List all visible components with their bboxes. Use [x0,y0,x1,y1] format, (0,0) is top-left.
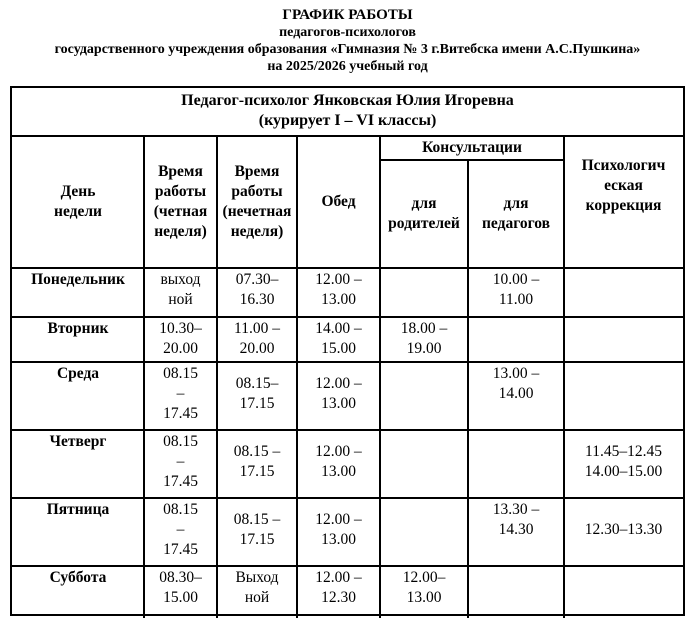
col-even-week-line: неделя) [154,223,207,240]
col-teachers-line: для [503,195,529,212]
even-week-cell [144,362,217,430]
correction-cell [564,268,683,317]
col-consultations [380,136,564,160]
teachers-cell [468,498,564,566]
teachers-cell [468,317,564,362]
parents-cell-line: 13.00 [406,589,442,606]
teachers-cell [468,566,564,618]
curates-note [12,110,683,134]
even-week-cell-line: 08.15 [163,501,198,518]
parents-cell [380,268,468,317]
grid-line [296,136,298,618]
odd-week-cell [217,566,297,618]
grid-line [12,267,683,269]
academic-year: на 2025/2026 учебный год [267,59,428,74]
lunch-cell-line: 12.00 – [315,271,362,288]
lunch-cell-line: 12.30 [321,589,356,606]
odd-week-cell [217,498,297,566]
odd-week-cell-line: 17.15 [239,531,275,548]
day-cell-line: Пятница [46,501,110,518]
odd-week-cell [217,268,297,317]
odd-week-cell-line: 11.00 – [234,320,280,337]
col-even-week [144,136,217,268]
even-week-cell-line: 08.15 [163,365,198,382]
even-week-cell-line: – [176,453,185,470]
even-week-cell-line: 08.15 [163,433,198,450]
grid-line [563,136,565,618]
schedule-table [10,86,685,616]
even-week-cell [144,566,217,618]
day-cell [12,566,144,618]
col-day-line: День [60,183,96,200]
lunch-cell [297,430,380,498]
odd-week-cell-line: 08.15 – [233,443,281,460]
teachers-cell-line: 13.30 – [492,501,540,518]
col-correction-line: еская [604,177,643,194]
lunch-cell-line: 12.00 – [315,443,362,460]
lunch-cell-line: 13.00 [321,531,356,548]
correction-cell [564,317,683,362]
curates-note-line: (курирует I – VI классы) [258,112,437,129]
person-name [12,88,683,112]
lunch-cell-line: 14.00 – [315,320,362,337]
col-correction [564,136,683,268]
lunch-cell-line: 15.00 [321,340,356,357]
correction-cell-line: 11.45–12.45 [585,443,662,460]
teachers-cell-line: 14.30 [498,521,534,538]
col-odd-week-line: работы [231,183,283,200]
col-odd-week [217,136,297,268]
col-even-week-line: (четная [153,203,208,220]
col-consultations-line: Консультации [422,139,522,156]
parents-cell [380,566,468,618]
col-odd-week-line: Время [234,163,280,180]
lunch-cell [297,317,380,362]
person-name-line: Педагог-психолог Янковская Юлия Игоревна [181,92,514,109]
grid-line [12,316,683,318]
teachers-cell-line: 13.00 – [492,365,540,382]
teachers-cell-line: 11.00 [498,291,534,308]
teachers-cell [468,268,564,317]
even-week-cell-line: 10.30– [159,320,202,337]
grid-line [12,565,683,567]
col-parents-line: для [411,195,437,212]
document-title: ГРАФИК РАБОТЫ [282,7,413,23]
col-day-line: недели [54,203,102,220]
grid-line [12,497,683,499]
grid-line [216,136,218,618]
col-parents-line: родителей [388,215,460,232]
col-even-week-line: работы [154,183,207,200]
col-even-week-line: Время [158,163,203,180]
lunch-cell-line: 12.00 – [315,569,362,586]
odd-week-cell-line: 08.15– [235,375,279,392]
grid-line [143,136,145,618]
parents-cell [380,430,468,498]
odd-week-cell-line: 07.30– [235,271,279,288]
correction-cell [564,430,683,498]
col-parents [380,160,468,268]
even-week-cell-line: ной [168,291,193,308]
odd-week-cell [217,362,297,430]
grid-line [12,361,683,363]
col-teachers [468,160,564,268]
even-week-cell [144,317,217,362]
grid-line [380,159,564,161]
day-cell-line: Среда [56,365,100,382]
lunch-cell-line: 13.00 [321,395,356,412]
lunch-cell-line: 12.00 – [315,511,362,528]
grid-line [467,160,469,618]
even-week-cell-line: 08.30– [159,569,202,586]
even-week-cell-line: 17.45 [163,405,198,422]
odd-week-cell [217,430,297,498]
day-cell [12,430,144,498]
grid-line [379,136,381,618]
day-cell [12,362,144,430]
day-cell [12,317,144,362]
day-cell-line: Вторник [47,320,109,337]
institution-name: государственного учреждения образования «Гимназия № 3 г.Витебска имени А.С.Пушкина» [54,42,641,57]
col-odd-week-line: (нечетная [222,203,292,220]
lunch-cell-line: 12.00 – [315,375,362,392]
even-week-cell-line: выход [160,271,201,288]
col-odd-week-line: неделя) [230,223,284,240]
lunch-cell-line: 13.00 [321,463,356,480]
grid-line [12,135,683,137]
odd-week-cell-line: 20.00 [239,340,275,357]
col-day [12,136,144,268]
correction-cell [564,362,683,430]
even-week-cell-line: 15.00 [163,589,198,606]
col-teachers-line: педагогов [482,215,550,232]
even-week-cell-line: – [176,385,185,402]
even-week-cell [144,430,217,498]
teachers-cell-line: 14.00 [498,385,534,402]
odd-week-cell-line: Выход [235,569,279,586]
lunch-cell [297,362,380,430]
odd-week-cell-line: 17.15 [239,463,275,480]
odd-week-cell [217,317,297,362]
odd-week-cell-line: 16.30 [239,291,275,308]
teachers-cell [468,362,564,430]
even-week-cell-line: 20.00 [163,340,198,357]
day-cell [12,268,144,317]
lunch-cell [297,566,380,618]
odd-week-cell-line: 17.15 [239,395,275,412]
document-subtitle: педагогов-психологов [279,25,416,40]
col-lunch [297,136,380,268]
day-cell-line: Суббота [49,569,107,586]
even-week-cell [144,268,217,317]
teachers-cell-line: 10.00 – [492,271,540,288]
grid-line [12,429,683,431]
correction-cell-line: 14.00–15.00 [584,463,663,480]
odd-week-cell-line: 08.15 – [233,511,281,528]
even-week-cell-line: 17.45 [163,541,198,558]
odd-week-cell-line: ной [244,589,270,606]
parents-cell [380,498,468,566]
even-week-cell [144,498,217,566]
day-cell-line: Четверг [49,433,107,450]
parents-cell-line: 12.00– [402,569,446,586]
day-cell-line: Понедельник [31,271,125,288]
col-lunch-line: Обед [321,193,356,210]
parents-cell [380,362,468,430]
lunch-cell [297,268,380,317]
correction-cell [564,498,683,566]
day-cell [12,498,144,566]
parents-cell-line: 19.00 [406,340,442,357]
parents-cell [380,317,468,362]
correction-cell [564,566,683,618]
even-week-cell-line: – [176,521,185,538]
parents-cell-line: 18.00 – [400,320,448,337]
lunch-cell-line: 13.00 [321,291,356,308]
even-week-cell-line: 17.45 [163,473,198,490]
lunch-cell [297,498,380,566]
col-correction-line: коррекция [585,197,662,214]
correction-cell-line: 12.30–13.30 [584,521,663,538]
col-correction-line: Психологич [581,157,666,174]
teachers-cell [468,430,564,498]
